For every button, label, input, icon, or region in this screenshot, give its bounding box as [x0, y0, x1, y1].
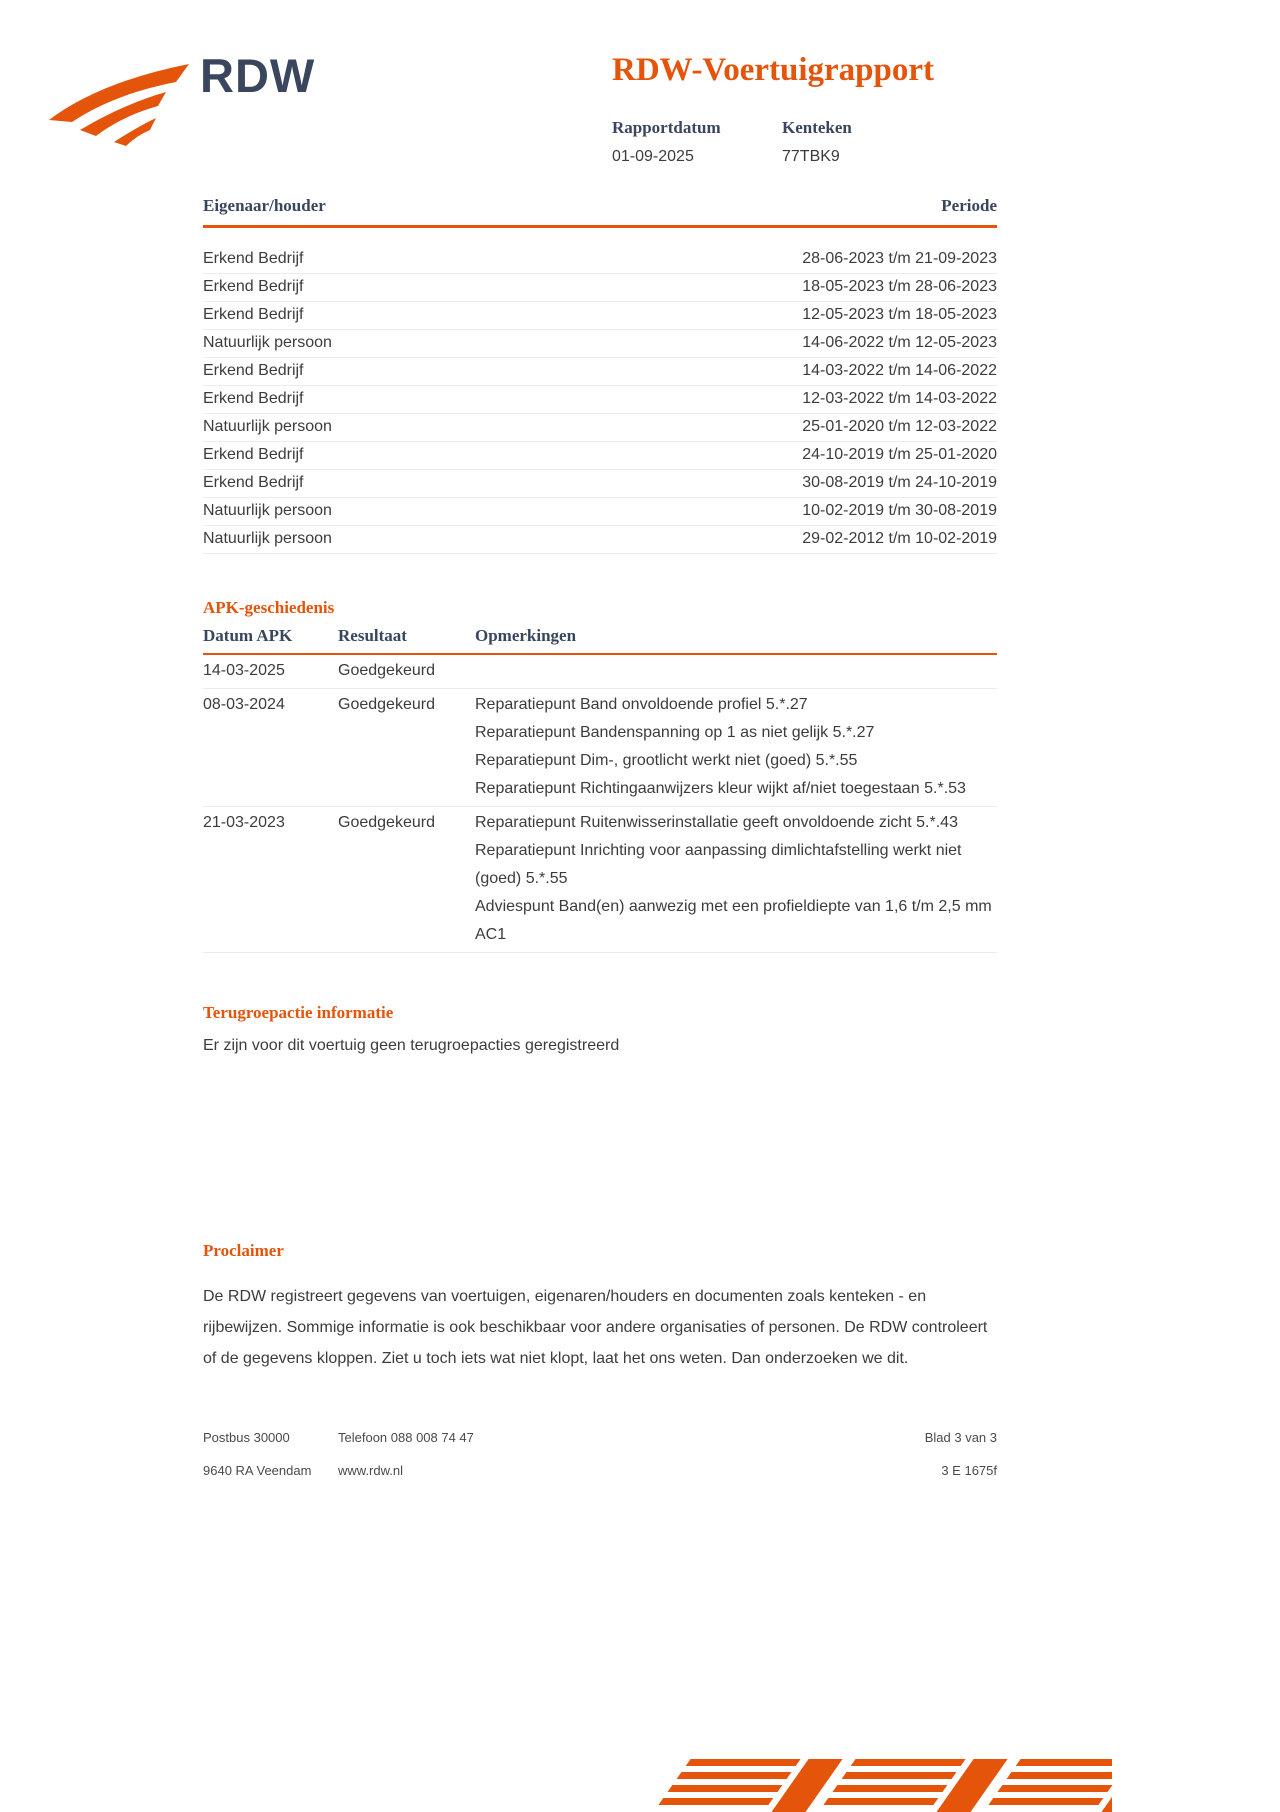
- apk-table-header: [203, 626, 997, 655]
- owner-period: 24-10-2019 t/m 25-01-2020: [802, 446, 997, 463]
- apk-table-body: [203, 655, 997, 953]
- recall-section-title: Terugroepactie informatie: [203, 1003, 394, 1022]
- owner-row: [203, 302, 997, 330]
- apk-row: [203, 689, 997, 807]
- apk-result-header: Resultaat: [338, 626, 407, 645]
- owner-period: 14-06-2022 t/m 12-05-2023: [802, 334, 997, 351]
- footer: [203, 1430, 997, 1478]
- apk-remarks: [475, 809, 997, 949]
- owner-row: [203, 274, 997, 302]
- apk-date: 08-03-2024: [203, 696, 285, 713]
- apk-row: [203, 655, 997, 689]
- footer-website: www.rdw.nl: [338, 1463, 404, 1478]
- apk-result: Goedgekeurd: [338, 814, 435, 831]
- apk-remark: Adviespunt Band(en) aanwezig met een profieldiepte van 1,6 t/m 2,5 mm AC1: [475, 898, 992, 943]
- page-title: RDW-Voertuigrapport: [612, 52, 935, 88]
- owner-section-title: Eigenaar/houder: [203, 196, 326, 215]
- content: [203, 196, 997, 1374]
- owner-type: Erkend Bedrijf: [203, 474, 304, 491]
- apk-date: 14-03-2025: [203, 662, 285, 679]
- proclaimer-title: Proclaimer: [203, 1241, 284, 1260]
- proclaimer-section: [203, 1241, 997, 1374]
- owner-period: 30-08-2019 t/m 24-10-2019: [802, 474, 997, 491]
- owner-period: 28-06-2023 t/m 21-09-2023: [802, 250, 997, 267]
- rdw-logo-icon: [44, 52, 194, 147]
- apk-remark: Reparatiepunt Dim-, grootlicht werkt niet (goed) 5.*.55: [475, 752, 858, 769]
- owner-row: [203, 330, 997, 358]
- owner-period: 14-03-2022 t/m 14-06-2022: [802, 362, 997, 379]
- owner-type: Erkend Bedrijf: [203, 278, 304, 295]
- owner-period: 25-01-2020 t/m 12-03-2022: [802, 418, 997, 435]
- period-column-header: Periode: [941, 196, 997, 215]
- owner-type: Natuurlijk persoon: [203, 502, 332, 519]
- apk-remark: Reparatiepunt Bandenspanning op 1 as niet gelijk 5.*.27: [475, 724, 875, 741]
- apk-date-header: Datum APK: [203, 626, 293, 645]
- apk-row: [203, 807, 997, 953]
- apk-remark: Reparatiepunt Ruitenwisserinstallatie geeft onvoldoende zicht 5.*.43: [475, 814, 958, 831]
- rapportdatum-block: [612, 118, 782, 166]
- owner-row: [203, 442, 997, 470]
- footer-page-number: Blad 3 van 3: [924, 1430, 997, 1445]
- footer-form-code: 3 E 1675f: [941, 1463, 997, 1478]
- owner-row: [203, 358, 997, 386]
- apk-date: 21-03-2023: [203, 814, 285, 831]
- kenteken-label: Kenteken: [782, 118, 852, 137]
- apk-remark: Reparatiepunt Inrichting voor aanpassing dimlichtafstelling werkt niet (goed) 5.*.55: [475, 842, 962, 887]
- owner-type: Erkend Bedrijf: [203, 362, 304, 379]
- apk-section: [203, 598, 997, 953]
- recall-text: Er zijn voor dit voertuig geen terugroepacties geregistreerd: [203, 1037, 620, 1054]
- owner-type: Natuurlijk persoon: [203, 334, 332, 351]
- owner-table-body: [203, 246, 997, 554]
- owner-row: [203, 246, 997, 274]
- owner-type: Erkend Bedrijf: [203, 446, 304, 463]
- report-meta: [612, 118, 952, 166]
- owner-type: Natuurlijk persoon: [203, 418, 332, 435]
- owner-type: Natuurlijk persoon: [203, 530, 332, 547]
- rapportdatum-value: 01-09-2025: [612, 148, 694, 165]
- footer-postbus: Postbus 30000: [203, 1430, 290, 1445]
- owner-row: [203, 414, 997, 442]
- apk-remarks-header: Opmerkingen: [475, 626, 577, 645]
- owner-period: 29-02-2012 t/m 10-02-2019: [802, 530, 997, 547]
- owner-period: 10-02-2019 t/m 30-08-2019: [802, 502, 997, 519]
- recall-section: [203, 1003, 997, 1055]
- owner-type: Erkend Bedrijf: [203, 306, 304, 323]
- apk-remark: Reparatiepunt Band onvoldoende profiel 5.*.27: [475, 696, 808, 713]
- owner-row: [203, 526, 997, 554]
- owner-section: [203, 196, 997, 554]
- owner-row: [203, 386, 997, 414]
- apk-remark: Reparatiepunt Richtingaanwijzers kleur wijkt af/niet toegestaan 5.*.53: [475, 780, 966, 797]
- owner-type: Erkend Bedrijf: [203, 390, 304, 407]
- owner-period: 12-03-2022 t/m 14-03-2022: [802, 390, 997, 407]
- brand-wordmark: RDW: [200, 49, 316, 102]
- owner-period: 18-05-2023 t/m 28-06-2023: [802, 278, 997, 295]
- owner-type: Erkend Bedrijf: [203, 250, 304, 267]
- kenteken-block: [782, 118, 952, 166]
- apk-result: Goedgekeurd: [338, 696, 435, 713]
- owner-row: [203, 498, 997, 526]
- footer-city: 9640 RA Veendam: [203, 1463, 312, 1478]
- apk-section-title: APK-geschiedenis: [203, 598, 335, 617]
- owner-period: 12-05-2023 t/m 18-05-2023: [802, 306, 997, 323]
- owner-row: [203, 470, 997, 498]
- proclaimer-text: De RDW registreert gegevens van voertuigen, eigenaren/houders en documenten zoals kenteken - en rijbewijzen. Sommige informatie is ook beschikbaar voor andere organisaties of personen. De RDW controleert of de gegevens kloppen. Ziet u toch iets wat niet klopt, laat het ons weten. Dan onderzoeken we dit.: [203, 1288, 988, 1367]
- apk-result: Goedgekeurd: [338, 662, 435, 679]
- apk-remarks: [475, 691, 997, 803]
- kenteken-value: 77TBK9: [782, 148, 840, 165]
- owner-table-header: [203, 196, 997, 228]
- stripe-pattern-graphic: [652, 1757, 1112, 1812]
- rapportdatum-label: Rapportdatum: [612, 118, 721, 137]
- footer-phone: Telefoon 088 008 74 47: [338, 1430, 474, 1445]
